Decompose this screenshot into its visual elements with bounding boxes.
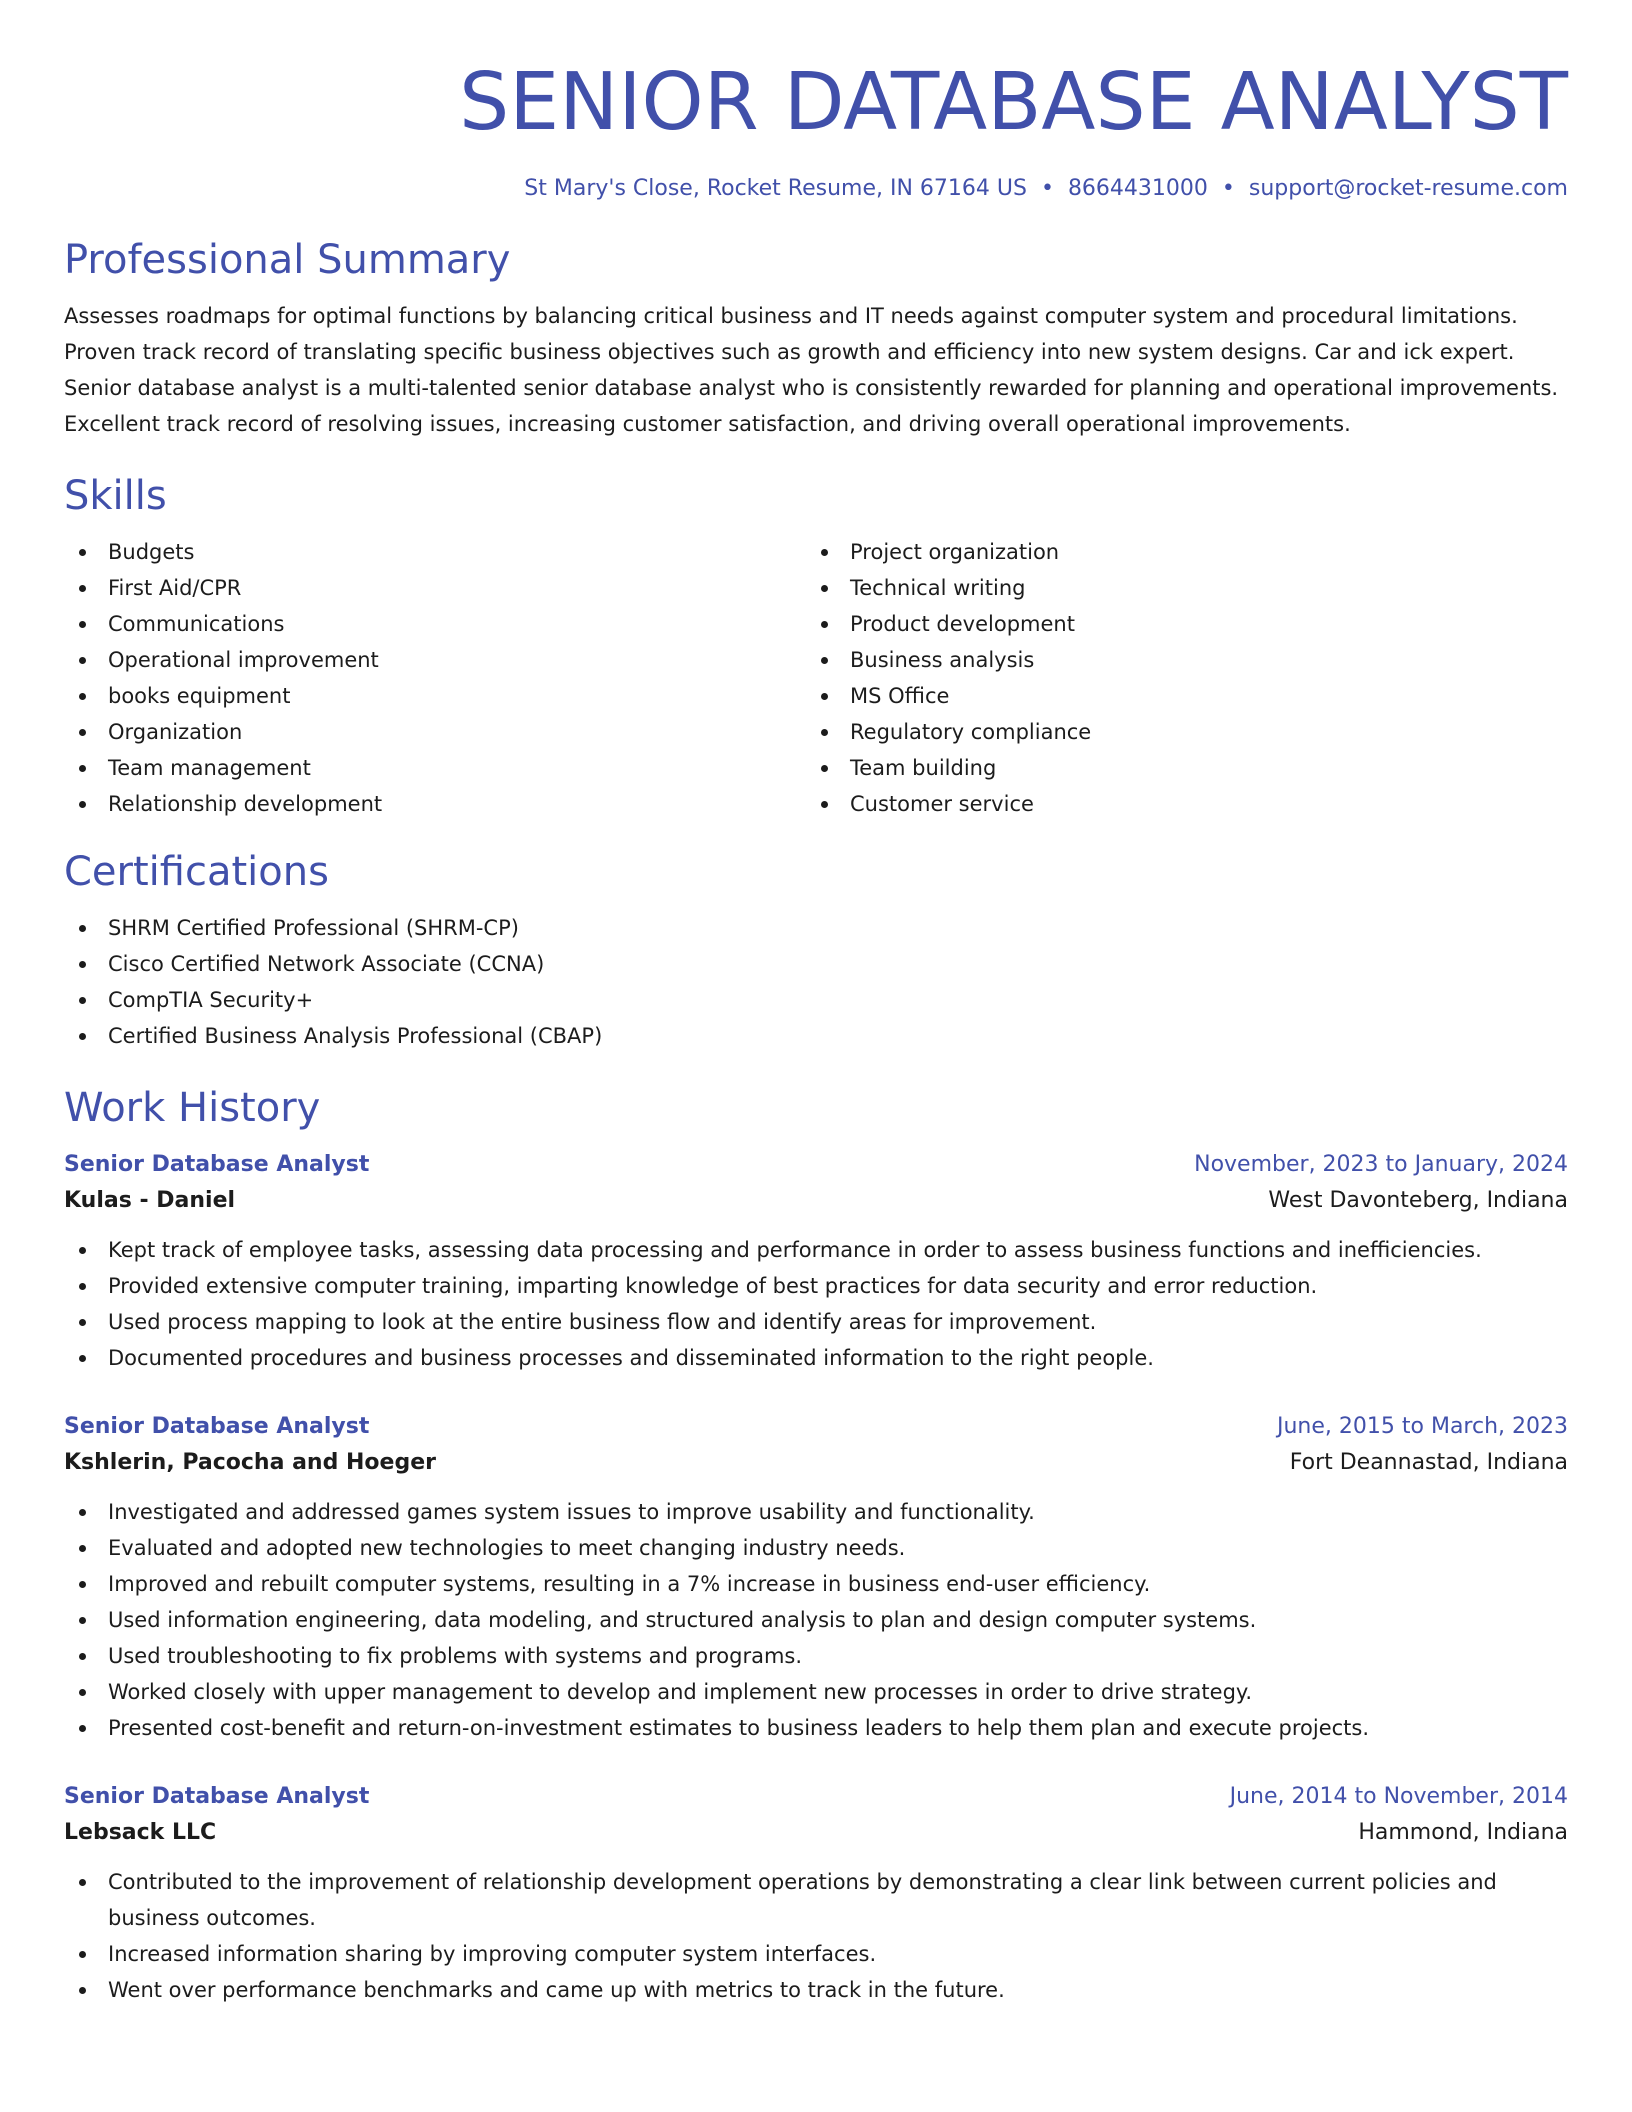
job-entry (64, 1410, 1568, 1746)
certification-item: CompTIA Security+ (64, 982, 1568, 1018)
skill-item: Regulatory compliance (806, 714, 1548, 750)
skill-item: Project organization (806, 534, 1548, 570)
job-bullet: Investigated and addressed games system issues to improve usability and functionality. (64, 1494, 1568, 1530)
contact-line (64, 174, 1568, 204)
job-location: Hammond, Indiana (1358, 1820, 1568, 1845)
job-bullet: Used information engineering, data modeling, and structured analysis to plan and design computer systems. (64, 1602, 1568, 1638)
summary-heading: Professional Summary (64, 237, 511, 283)
summary-text: Assesses roadmaps for optimal functions by balancing critical business and IT needs against computer system and procedural limitations. Proven track record of translating specific business objectives such as growth and efficiency into new system designs. Car and ick expert. Senior database analyst is a multi-talented senior database analyst who is consistently rewarded for planning and operational improvements. Excellent track record of resolving issues, increasing customer satisfaction, and driving overall operational improvements. (64, 304, 1559, 436)
job-bullet-list (64, 1494, 1568, 1746)
job-bullet: Increased information sharing by improving computer system interfaces. (64, 1936, 1568, 1972)
job-title: Senior Database Analyst (64, 1414, 370, 1439)
job-bullet: Improved and rebuilt computer systems, resulting in a 7% increase in business end-user efficiency. (64, 1566, 1568, 1602)
skill-item: Technical writing (806, 570, 1548, 606)
job-bullet-list (64, 1232, 1568, 1376)
certification-item: Cisco Certified Network Associate (CCNA) (64, 946, 1568, 982)
skill-item: Business analysis (806, 642, 1548, 678)
job-company: Lebsack LLC (64, 1820, 217, 1845)
skills-columns (64, 534, 1568, 822)
job-dates: June, 2014 to November, 2014 (1229, 1784, 1568, 1809)
skills-list-right (806, 534, 1548, 822)
skill-item: Product development (806, 606, 1548, 642)
resume-page (64, 0, 1568, 2008)
job-bullet: Kept track of employee tasks, assessing data processing and performance in order to assess business functions and inefficiencies. (64, 1232, 1568, 1268)
skill-item: Communications (64, 606, 806, 642)
certification-item: Certified Business Analysis Professional (CBAP) (64, 1018, 1568, 1054)
skill-item: Team management (64, 750, 806, 786)
job-title-row (64, 1780, 1568, 1814)
job-title: Senior Database Analyst (64, 1152, 370, 1177)
job-company-row (64, 1814, 1568, 1852)
contact-email[interactable]: support@rocket-resume.com (1248, 176, 1568, 201)
job-company-row (64, 1444, 1568, 1482)
job-title: Senior Database Analyst (64, 1784, 370, 1809)
resume-header (64, 0, 1568, 204)
job-bullet: Went over performance benchmarks and came up with metrics to track in the future. (64, 1972, 1568, 2008)
job-company: Kshlerin, Pacocha and Hoeger (64, 1450, 436, 1475)
job-location: West Davonteberg, Indiana (1268, 1188, 1568, 1213)
skill-item: First Aid/CPR (64, 570, 806, 606)
job-bullet: Contributed to the improvement of relationship development operations by demonstrating a clear link between current policies and business outcomes. (64, 1864, 1568, 1936)
job-bullet-list (64, 1864, 1568, 2008)
skill-item: MS Office (806, 678, 1548, 714)
job-dates: June, 2015 to March, 2023 (1277, 1414, 1568, 1439)
certifications-list (64, 910, 1568, 1054)
job-bullet: Provided extensive computer training, imparting knowledge of best practices for data security and error reduction. (64, 1268, 1568, 1304)
skill-item: Relationship development (64, 786, 806, 822)
job-company: Kulas - Daniel (64, 1188, 236, 1213)
job-title-row (64, 1148, 1568, 1182)
skill-item: Organization (64, 714, 806, 750)
job-location: Fort Deannastad, Indiana (1289, 1450, 1568, 1475)
contact-separator: • (1221, 176, 1235, 201)
skill-item: Operational improvement (64, 642, 806, 678)
candidate-name: SENIOR DATABASE ANALYST (459, 56, 1568, 148)
work-history-heading: Work History (64, 1085, 321, 1131)
job-bullet: Worked closely with upper management to develop and implement new processes in order to drive strategy. (64, 1674, 1568, 1710)
job-bullet: Used troubleshooting to fix problems with systems and programs. (64, 1638, 1568, 1674)
skill-item: books equipment (64, 678, 806, 714)
job-title-row (64, 1410, 1568, 1444)
skills-heading: Skills (64, 473, 167, 519)
skill-item: Customer service (806, 786, 1548, 822)
contact-separator: • (1040, 176, 1054, 201)
contact-phone[interactable]: 8664431000 (1067, 176, 1208, 201)
job-dates: November, 2023 to January, 2024 (1194, 1152, 1568, 1177)
job-bullet: Evaluated and adopted new technologies to meet changing industry needs. (64, 1530, 1568, 1566)
certification-item: SHRM Certified Professional (SHRM-CP) (64, 910, 1568, 946)
job-entry (64, 1780, 1568, 2008)
skill-item: Team building (806, 750, 1548, 786)
skill-item: Budgets (64, 534, 806, 570)
skills-list-left (64, 534, 806, 822)
job-bullet: Presented cost-benefit and return-on-investment estimates to business leaders to help them plan and execute projects. (64, 1710, 1568, 1746)
contact-address: St Mary's Close, Rocket Resume, IN 67164 US (524, 176, 1027, 201)
job-bullet: Used process mapping to look at the entire business flow and identify areas for improvement. (64, 1304, 1568, 1340)
certifications-heading: Certifications (64, 849, 329, 895)
job-company-row (64, 1182, 1568, 1220)
job-entry (64, 1148, 1568, 1376)
job-bullet: Documented procedures and business processes and disseminated information to the right people. (64, 1340, 1568, 1376)
